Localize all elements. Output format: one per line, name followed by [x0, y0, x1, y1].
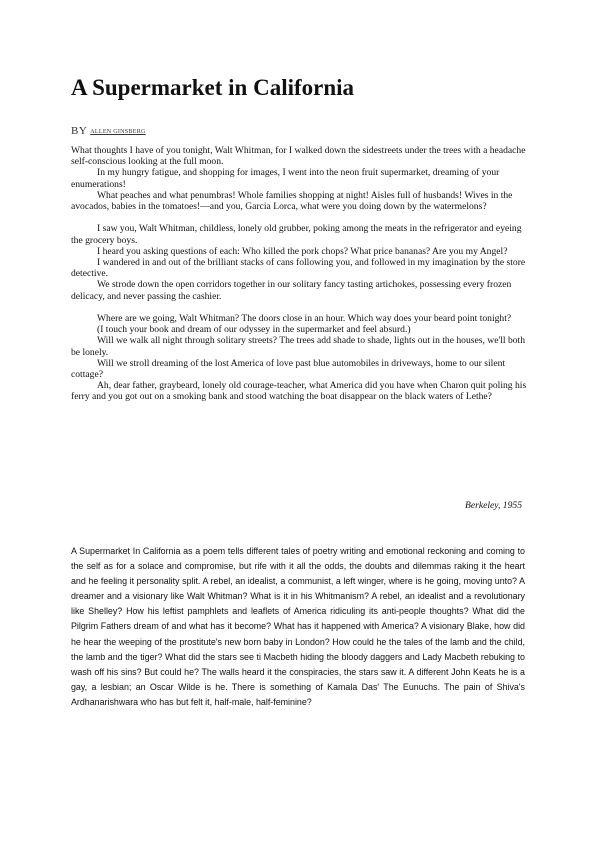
poem-line: What peaches and what penumbras! Whole families shopping at night! Aisles full of husbands! Wives in the avocados, babies in the tomatoes!—and you, Garcia Lorca, what were you doing down by the watermelons? [71, 189, 513, 213]
poem-line: I wandered in and out of the brilliant stacks of cans following you, and followed in my imagination by the store detective. [71, 257, 526, 280]
poem-line: I saw you, Walt Whitman, childless, lonely old grubber, poking among the meats in the refrigerator and eyeing the grocery boys. [71, 223, 522, 246]
byline-prefix: BY [71, 125, 88, 137]
poem-line: I heard you asking questions of each: Who killed the pork chops? What price bananas? Are you my Angel? [97, 245, 508, 257]
poem-line: In my hungry fatigue, and shopping for images, I went into the neon fruit supermarket, dreaming of your enumerations! [71, 167, 500, 190]
poem-body [71, 145, 533, 403]
poem-line: (I touch your book and dream of our odyssey in the supermarket and feel absurd.) [97, 324, 411, 336]
stanza-break [71, 212, 533, 223]
poem-line: Will we stroll dreaming of the lost America of love past blue automobiles in driveways, home to our silent cottage? [71, 357, 506, 381]
page-title: A Supermarket in California [71, 75, 355, 100]
stanza-break [71, 302, 533, 313]
poem-line: Where are we going, Walt Whitman? The doors close in an hour. Which way does your beard point tonight? [97, 313, 512, 325]
essay-paragraph: A Supermarket In California as a poem tells different tales of poetry writing and emotional reckoning and coming to the self as for a solace and compromise, but rife with it all the odds, the doubts and dilemmas raking it the heart and he feeling it personality split. A rebel, an idealist, a communist, a left winger, where is he going, moving unto? A dreamer and a visionary like Walt Whitman? What is it in his Whitmanism? A rebel, an idealist and a revolutionary like Shelley? How his leftist pamphlets and leaflets of America ridiculing its anti-people thoughts? What did the Pilgrim Fathers dream of and what has it become? What has it happened with America? A visionary Blake, how did he hear the weeping of the prostitute's new born baby in London? How could he the tales of the lamb and the child, the lamb and the tiger? What did the stars see ti Macbeth hiding the bloody daggers and Lady Macbeth rebuking to wash off his sins? But could he? The walls heard it the conspiracies, the stars saw it. A different John Keats he is a gay, a lesbian; an Oscar Wilde is he. There is something of Kamala Das' The Eunuchs. The pain of Shiva's Ardhanarishwara who has but felt it, half-male, half-feminine? [71, 546, 525, 707]
poem-line: Ah, dear father, graybeard, lonely old courage-teacher, what America did you have when Charon quit poling his ferry and you got out on a smoking bank and stood watching the boat disappear on the black waters of Lethe? [71, 380, 527, 403]
poem-line: We strode down the open corridors together in our solitary fancy tasting artichokes, possessing every frozen delicacy, and never passing the cashier. [71, 279, 512, 302]
poem-line: Will we walk all night through solitary streets? The trees add shade to shade, lights out in the houses, we'll both be lonely. [71, 335, 526, 358]
author-link[interactable]: ALLEN GINSBERG [90, 129, 146, 135]
poem-dateline: Berkeley, 1955 [464, 500, 522, 511]
poem-line: What thoughts I have of you tonight, Walt Whitman, for I walked down the sidestreets under the trees with a headache self-conscious looking at the full moon. [71, 145, 526, 168]
byline [71, 124, 146, 139]
